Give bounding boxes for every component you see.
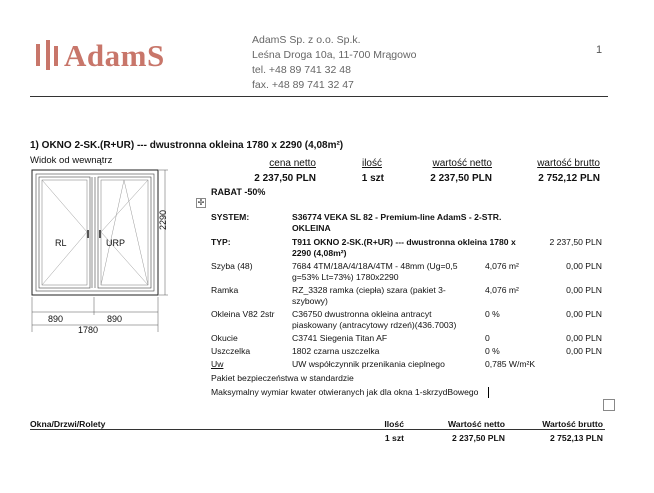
gross-value: 2 752,12 PLN (538, 173, 600, 184)
spec-label-uw: Uw (211, 359, 224, 369)
summary-gross: 2 752,13 PLN (549, 433, 603, 443)
company-logo (34, 38, 184, 74)
text-cursor (488, 387, 489, 398)
spec-price-gasket: 0,00 PLN (566, 346, 602, 356)
logo-mark-icon (34, 38, 60, 72)
net-value-header: wartość netto (432, 158, 492, 169)
spec-desc-glass: 7684 4TM/18A/4/18A/4TM - 48mm (Ug=0,5 g=53% Lt=73%) 1780x2290 (292, 261, 458, 282)
spec-desc-frame: RZ_3328 ramka (ciepła) szara (pakiet 3-szybowy) (292, 285, 446, 306)
spec-desc-hardware: C3741 Siegenia Titan AF (292, 333, 388, 343)
spec-qty-veneer: 0 % (485, 309, 500, 319)
summary-label: Okna/Drzwi/Rolety (30, 419, 106, 429)
spec-qty-gasket: 0 % (485, 346, 500, 356)
spec-qty-hardware: 0 (485, 333, 490, 343)
unit-price-value: 2 237,50 PLN (254, 173, 316, 184)
header-divider (30, 96, 608, 97)
company-address: Leśna Droga 10a, 11-700 Mrągowo (252, 49, 417, 61)
width-total-dimension: 1780 (78, 325, 99, 335)
logo-text: AdamS (64, 38, 165, 73)
spec-desc-gasket: 1802 czarna uszczelka (292, 346, 380, 356)
spec-label-glass: Szyba (48) (211, 261, 253, 271)
company-name: AdamS Sp. z o.o. Sp.k. (252, 34, 361, 46)
sash-left-label: RL (55, 238, 67, 248)
move-handle-icon[interactable]: ✢ (197, 198, 205, 207)
row-checkbox[interactable] (603, 399, 615, 411)
item-title: 1) OKNO 2-SK.(R+UR) --- dwustronna okleina 1780 x 2290 (4,08m²) (30, 140, 344, 151)
height-dimension: 2290 (158, 209, 168, 230)
page-number: 1 (596, 44, 603, 56)
spec-qty-glass: 4,076 m² (485, 261, 519, 271)
spec-desc-uw: UW współczynnik przenikania cieplnego (292, 359, 445, 369)
spec-label-hardware: Okucie (211, 333, 238, 343)
summary-net: 2 237,50 PLN (451, 433, 505, 443)
summary-qty: 1 szt (384, 433, 404, 443)
view-label: Widok od wewnątrz (30, 155, 113, 166)
company-phone: tel. +48 89 741 32 48 (252, 64, 351, 76)
discount-label: RABAT -50% (211, 187, 266, 197)
spec-qty-frame: 4,076 m² (485, 285, 519, 295)
spec-qty-uw: 0,785 W/m²K (485, 359, 536, 369)
spec-label-system: SYSTEM: (211, 212, 250, 222)
spec-price-veneer: 0,00 PLN (566, 309, 602, 319)
width-left-dimension: 890 (48, 314, 64, 324)
qty-value: 1 szt (361, 173, 384, 184)
unit-price-header: cena netto (269, 158, 316, 169)
spec-label-gasket: Uszczelka (211, 346, 251, 356)
summary-divider (30, 429, 605, 430)
note-package: Pakiet bezpieczeństwa w standardzie (211, 373, 354, 383)
note-max-dimension[interactable]: Maksymalny wymiar kwater otwieranych jak dla okna 1-skrzydBowego (211, 387, 479, 397)
spec-label-type: TYP: (211, 237, 231, 247)
spec-price-type: 2 237,50 PLN (549, 237, 602, 247)
spec-price-hardware: 0,00 PLN (566, 333, 602, 343)
summary-gross-header: Wartość brutto (542, 419, 603, 429)
spec-label-veneer: Okleina V82 2str (211, 309, 275, 319)
summary-qty-header: Ilość (384, 419, 404, 429)
sash-right-label: URP (106, 238, 126, 248)
spec-desc-system: S36774 VEKA SL 82 - Premium-line AdamS - 2-STR. OKLEINA (292, 212, 502, 233)
spec-price-frame: 0,00 PLN (566, 285, 602, 295)
spec-label-frame: Ramka (211, 285, 239, 295)
spec-price-glass: 0,00 PLN (566, 261, 602, 271)
spec-desc-type: T911 OKNO 2-SK.(R+UR) --- dwustronna okleina 1780 x 2290 (4,08m²) (292, 237, 516, 258)
gross-value-header: wartość brutto (537, 158, 600, 169)
summary-net-header: Wartość netto (448, 419, 505, 429)
qty-header: ilość (361, 158, 382, 169)
company-info (252, 33, 416, 93)
width-right-dimension: 890 (107, 314, 123, 324)
spec-desc-veneer: C36750 dwustronna okleina antracyt piaskowany (antracytowy rdzeń)(436.7003) (292, 309, 457, 330)
company-fax: fax. +48 89 741 32 47 (252, 79, 354, 91)
net-value: 2 237,50 PLN (430, 173, 492, 184)
